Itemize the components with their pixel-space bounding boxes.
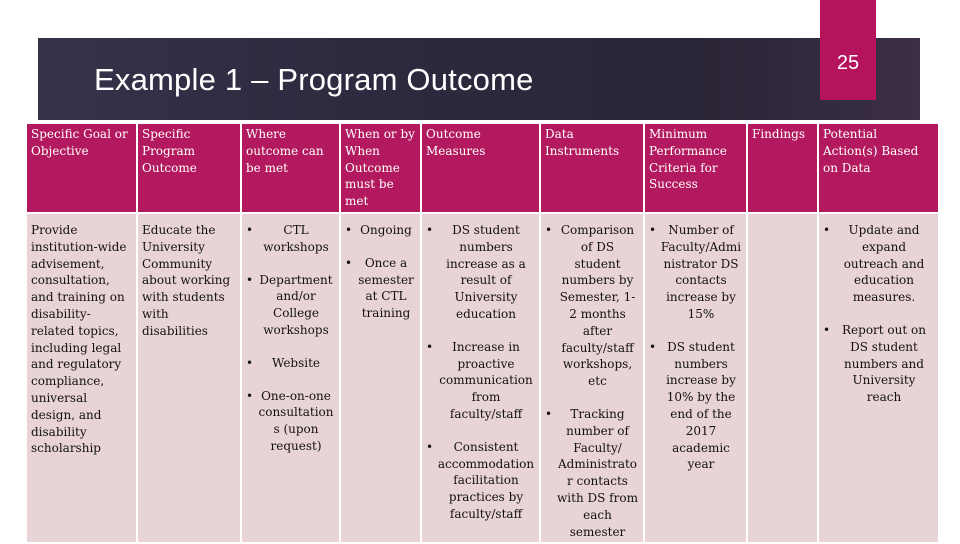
header-program-outcome: Specific Program Outcome [137, 123, 241, 213]
list-item: • Update and expand outreach and education measures. [823, 222, 934, 306]
header-goal: Specific Goal or Objective [26, 123, 137, 213]
header-when: When or by When Outcome must be met [340, 123, 421, 213]
list-item: • Once a semester at CTL training [345, 255, 416, 322]
program-outcome-table [25, 122, 940, 544]
header-where: Where outcome can be met [241, 123, 340, 213]
page-number-badge [820, 0, 876, 100]
cell-outcome-measures [421, 213, 540, 543]
list-item: • Comparison of DS student numbers by Semester, 1-2 months after faculty/staff workshops, etc [545, 222, 639, 390]
header-findings: Findings [747, 123, 818, 213]
cell-program-outcome: Educate the University Community about working with students with disabilities [137, 213, 241, 543]
cell-where [241, 213, 340, 543]
page-number: 25 [836, 52, 860, 74]
list-item: • Increase in proactive communication from faculty/staff [426, 339, 535, 423]
list-item: • Website [246, 355, 335, 372]
list-item: • Ongoing [345, 222, 416, 239]
cell-when [340, 213, 421, 543]
list-item: • Tracking number of Faculty/ Administrator contacts with DS from each semester [545, 406, 639, 540]
list-item: • DS student numbers increase as a result of University education [426, 222, 535, 323]
header-outcome-measures: Outcome Measures [421, 123, 540, 213]
header-criteria: Minimum Performance Criteria for Success [644, 123, 747, 213]
cell-actions [818, 213, 939, 543]
list-item: • One-on-one consultations (upon request) [246, 388, 335, 455]
cell-criteria [644, 213, 747, 543]
list-item: • DS student numbers increase by 10% by the end of the 2017 academic year [649, 339, 742, 473]
slide-title: Example 1 – Program Outcome [94, 62, 534, 97]
cell-goal: Provide institution-wide advisement, consultation, and training on disability-related topics, including legal and regulatory compliance, universal design, and disability scholarship [26, 213, 137, 543]
list-item: • Number of Faculty/Administrator DS contacts increase by 15% [649, 222, 742, 323]
table-row [26, 213, 939, 543]
header-actions: Potential Action(s) Based on Data [818, 123, 939, 213]
header-data-instruments: Data Instruments [540, 123, 644, 213]
list-item: • Report out on DS student numbers and University reach [823, 322, 934, 406]
cell-data-instruments [540, 213, 644, 543]
table-header-row [26, 123, 939, 213]
list-item: • Department and/or College workshops [246, 272, 335, 339]
list-item: • Consistent accommodation facilitation practices by faculty/staff [426, 439, 535, 523]
list-item: • CTL workshops [246, 222, 335, 256]
cell-findings [747, 213, 818, 543]
